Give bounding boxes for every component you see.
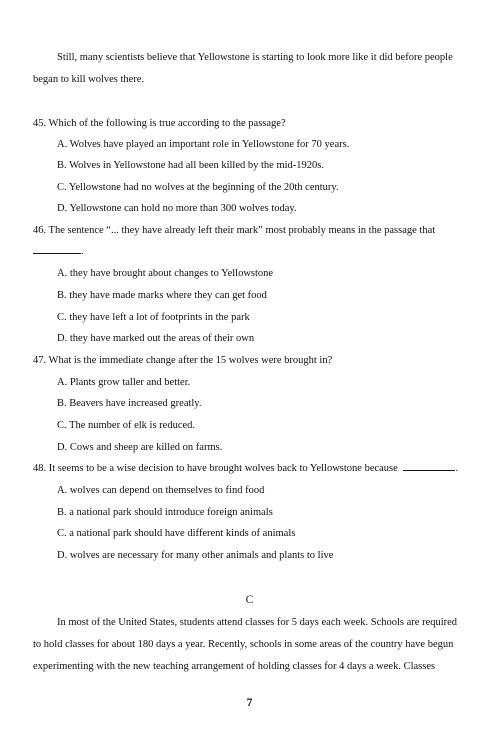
passage-line-2: to hold classes for about 180 days a year. Recently, schools in some areas of the country have begun [33, 639, 454, 650]
question-47-option-a: A. Plants grow taller and better. [57, 377, 191, 388]
answer-blank [33, 253, 81, 254]
section-heading: C [245, 594, 254, 606]
question-48-option-c: C. a national park should have different kinds of animals [57, 528, 296, 539]
question-48-option-d: D. wolves are necessary for many other animals and plants to live [57, 550, 334, 561]
question-48-option-b: B. a national park should introduce foreign animals [57, 507, 273, 518]
answer-blank [403, 470, 455, 471]
question-46-option-d: D. they have marked out the areas of their own [57, 333, 255, 344]
question-47-option-b: B. Beavers have increased greatly. [57, 398, 202, 409]
question-47-stem: 47. What is the immediate change after the 15 wolves were brought in? [33, 355, 333, 366]
passage-line-3: experimenting with the new teaching arrangement of holding classes for 4 days a week. Classes [33, 661, 436, 672]
question-48-stem-line [33, 462, 458, 476]
question-46-stem: 46. The sentence “... they have already left their mark” most probably means in the passage that [33, 225, 436, 236]
question-45-option-b: B. Wolves in Yellowstone had all been killed by the mid-1920s. [57, 160, 324, 171]
intro-line-1: Still, many scientists believe that Yellowstone is starting to look more like it did before people [57, 52, 453, 63]
question-47-option-d: D. Cows and sheep are killed on farms. [57, 442, 223, 453]
question-46-option-a: A. they have brought about changes to Yellowstone [57, 268, 274, 279]
question-48-option-a: A. wolves can depend on themselves to find food [57, 485, 265, 496]
intro-line-2: began to kill wolves there. [33, 74, 145, 85]
passage-line-1: In most of the United States, students attend classes for 5 days each week. Schools are required [57, 617, 458, 628]
question-45-option-a: A. Wolves have played an important role in Yellowstone for 70 years. [57, 139, 350, 150]
question-46-option-b: B. they have made marks where they can get food [57, 290, 267, 301]
question-46-blank-line [33, 245, 84, 259]
question-45-stem: 45. Which of the following is true according to the passage? [33, 118, 286, 129]
page-number: 7 [246, 697, 253, 709]
question-48-stem: 48. It seems to be a wise decision to have brought wolves back to Yellowstone because [33, 463, 398, 474]
question-48-stem-end: . [455, 463, 459, 474]
question-46-option-c: C. they have left a lot of footprints in the park [57, 312, 250, 323]
question-46-stem-end: . [81, 246, 84, 257]
question-47-option-c: C. The number of elk is reduced. [57, 420, 196, 431]
question-45-option-c: C. Yellowstone had no wolves at the beginning of the 20th century. [57, 182, 339, 193]
question-45-option-d: D. Yellowstone can hold no more than 300 wolves today. [57, 203, 297, 214]
